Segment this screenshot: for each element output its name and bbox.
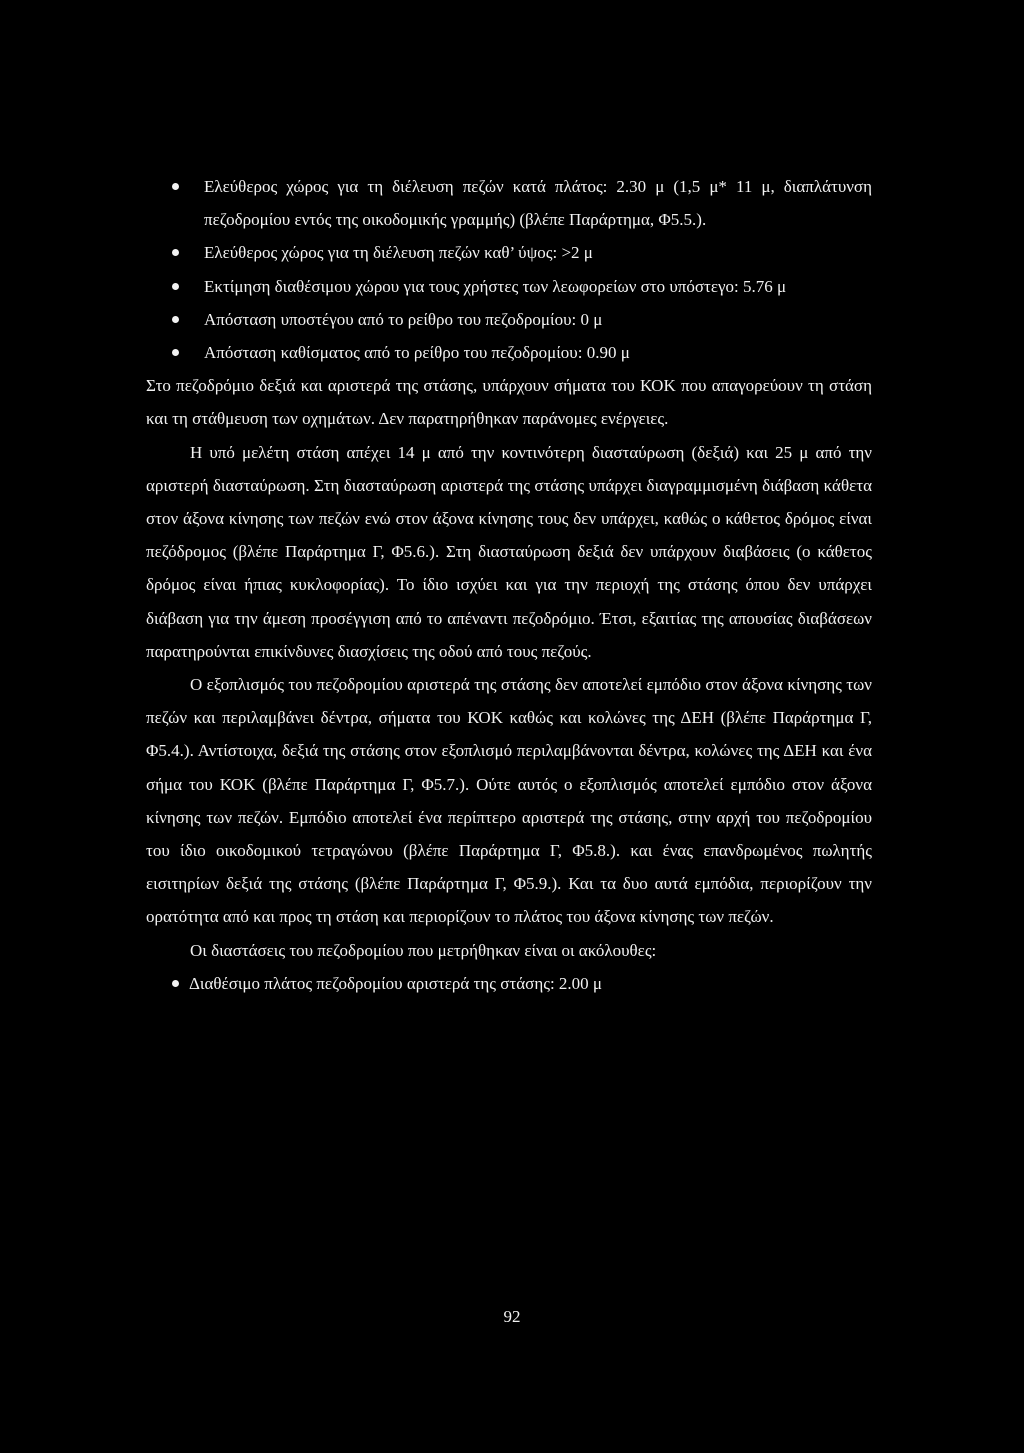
bullet-icon [172, 283, 179, 290]
list-item: Διαθέσιμο πλάτος πεζοδρομίου αριστερά της στάσης: 2.00 μ [146, 967, 872, 1000]
page-number: 92 [503, 1307, 521, 1326]
paragraph-dimensions-intro: Οι διαστάσεις του πεζοδρομίου που μετρήθηκαν είναι οι ακόλουθες: [190, 940, 657, 960]
bullet-icon [172, 349, 179, 356]
list-item: Εκτίμηση διαθέσιμου χώρου για τους χρήστες των λεωφορείων στο υπόστεγο: 5.76 μ [146, 270, 872, 303]
bullet-list-top [146, 170, 872, 369]
list-item: Ελεύθερος χώρος για τη διέλευση πεζών κατά πλάτος: 2.30 μ (1,5 μ* 11 μ, διαπλάτυνση πεζοδρομίου εντός της οικοδομικής γραμμής) (βλέπε Παράρτημα, Φ5.5.). [146, 170, 872, 236]
paragraph-crossings: Η υπό μελέτη στάση απέχει 14 μ από την κοντινότερη διασταύρωση (δεξιά) και 25 μ από την αριστερή διασταύρωση. Στη διασταύρωση αριστερά της στάσης υπάρχει διαγραμμισμένη διάβαση κάθετα στον άξονα κίνησης των πεζών ενώ στον άξονα κίνησης τους δεν υπάρχει, καθώς ο κάθετος δρόμος είναι πεζόδρομος (βλέπε Παράρτημα Γ, Φ5.6.). Στη διασταύρωση δεξιά δεν υπάρχουν διαβάσεις (ο κάθετος δρόμος είναι ήπιας κυκλοφορίας). Το ίδιο ισχύει και για την περιοχή της στάσης όπου δεν υπάρχει διάβαση για την άμεση προσέγγιση από το απέναντι πεζοδρόμιο. Έτσι, εξαιτίας της απουσίας διαβάσεων παρατηρούνται επικίνδυνες διασχίσεις της οδού από τους πεζούς. [146, 442, 872, 661]
document-page [146, 170, 872, 1000]
paragraph-equipment: Ο εξοπλισμός του πεζοδρομίου αριστερά της στάσης δεν αποτελεί εμπόδιο στον άξονα κίνησης των πεζών και περιλαμβάνει δέντρα, σήματα του ΚΟΚ καθώς και κολώνες της ΔΕΗ (βλέπε Παράρτημα Γ, Φ5.4.). Αντίστοιχα, δεξιά της στάσης στον εξοπλισμό περιλαμβάνονται δέντρα, κολώνες της ΔΕΗ και ένα σήμα του ΚΟΚ (βλέπε Παράρτημα Γ, Φ5.7.). Ούτε αυτός ο εξοπλισμός αποτελεί εμπόδιο στον άξονα κίνησης των πεζών. Εμπόδιο αποτελεί ένα περίπτερο αριστερά της στάσης, στην αρχή του πεζοδρομίου του ίδιο οικοδομικού τετραγώνου (βλέπε Παράρτημα Γ, Φ5.8.). και ένας επανδρωμένος πωλητής εισιτηρίων δεξιά της στάσης (βλέπε Παράρτημα Γ, Φ5.9.). Και τα δυο αυτά εμπόδια, περιορίζουν την ορατότητα από και προς τη στάση και περιορίζουν το πλάτος του άξονα κίνησης των πεζών. [146, 675, 872, 927]
list-item: Απόσταση υποστέγου από το ρείθρο του πεζοδρομίου: 0 μ [146, 303, 872, 336]
list-item: Απόσταση καθίσματος από το ρείθρο του πεζοδρομίου: 0.90 μ [146, 336, 872, 369]
bullet-icon [172, 183, 179, 190]
bullet-icon [172, 316, 179, 323]
list-item: Ελεύθερος χώρος για τη διέλευση πεζών καθ’ ύψος: >2 μ [146, 236, 872, 269]
bullet-icon [172, 980, 179, 987]
bullet-list-bottom [146, 967, 872, 1000]
bullet-icon [172, 249, 179, 256]
paragraph-kok-signs: Στο πεζοδρόμιο δεξιά και αριστερά της στάσης, υπάρχουν σήματα του ΚΟΚ που απαγορεύουν τη στάση και τη στάθμευση των οχημάτων. Δεν παρατηρήθηκαν παράνομες ενέργειες. [146, 376, 872, 429]
